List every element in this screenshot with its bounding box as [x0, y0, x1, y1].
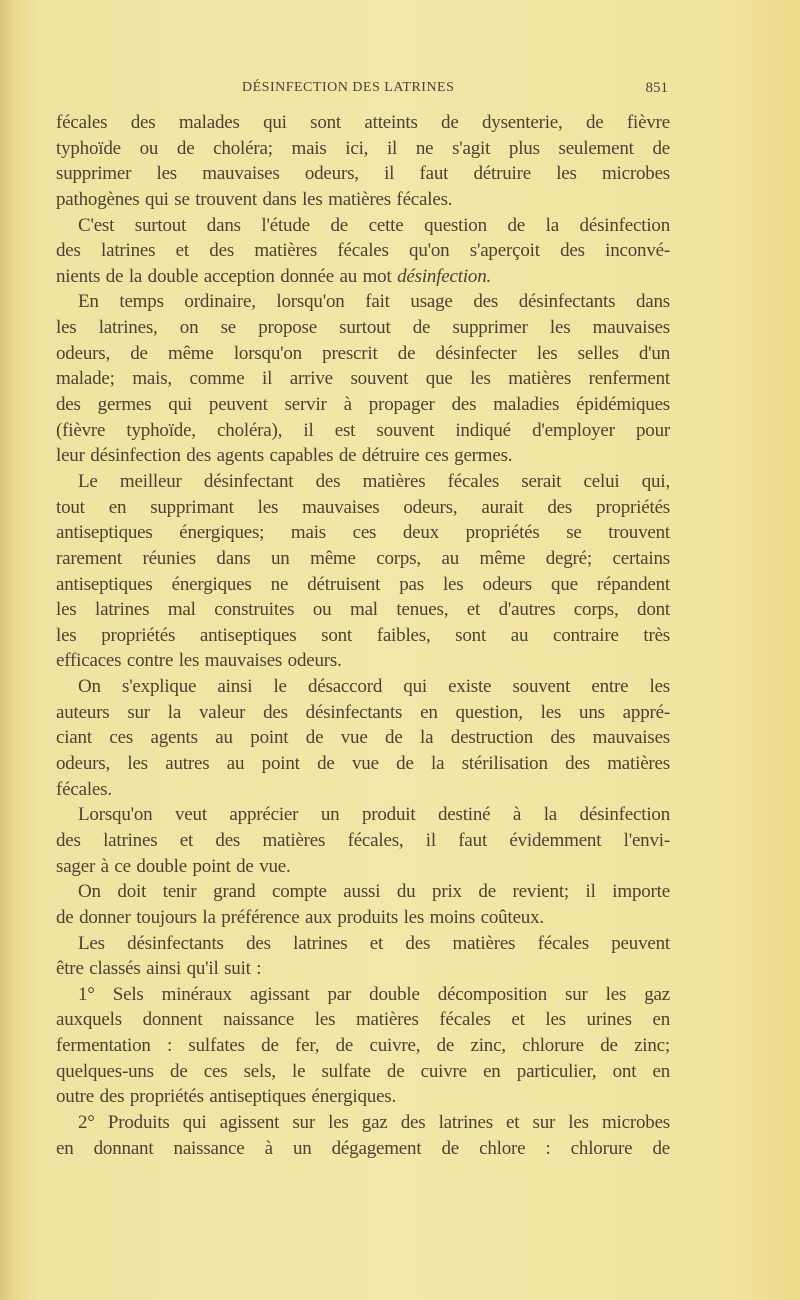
text-line	[56, 572, 670, 598]
line-text: typhoïde ou de choléra; mais ici, il ne s'agit plus seulement de	[56, 137, 670, 159]
text-line	[56, 264, 670, 290]
line-text: quelques-uns de ces sels, le sulfate de cuivre en particulier, ont en	[56, 1060, 670, 1082]
italic-term: désinfection.	[397, 265, 492, 287]
text-line	[56, 289, 670, 315]
line-text: les latrines mal construites ou mal tenues, et d'autres corps, dont	[56, 599, 670, 621]
line-text: Lorsqu'on veut apprécier un produit destiné à la désinfection	[78, 804, 670, 826]
running-title: DÉSINFECTION DES LATRINES	[242, 80, 455, 95]
line-text: efficaces contre les mauvaises odeurs.	[56, 650, 342, 672]
text-line	[56, 982, 670, 1008]
line-text: des latrines et des matières fécales, il faut évidemment l'envi-	[56, 829, 670, 851]
line-text: antiseptiques énergiques ne détruisent pas les odeurs que répandent	[56, 573, 670, 595]
line-text: leur désinfection des agents capables de détruire ces germes.	[56, 445, 513, 467]
line-text: sager à ce double point de vue.	[56, 855, 291, 877]
line-text: des latrines et des matières fécales qu'on s'aperçoit des inconvé-	[56, 240, 670, 262]
body-text	[56, 110, 670, 1161]
page-number: 851	[645, 80, 668, 96]
line-text: fermentation : sulfates de fer, de cuivre, de zinc, chlorure de zinc;	[56, 1035, 670, 1057]
line-text: être classés ainsi qu'il suit :	[56, 958, 262, 980]
line-text: pathogènes qui se trouvent dans les matières fécales.	[56, 188, 453, 210]
text-line	[56, 879, 670, 905]
text-line	[56, 674, 670, 700]
text-line	[56, 700, 670, 726]
text-line	[56, 418, 670, 444]
text-line	[56, 1084, 670, 1110]
line-text: auxquels donnent naissance les matières fécales et les urines en	[56, 1009, 670, 1031]
text-line	[56, 110, 670, 136]
line-text: nients de la double acception donnée au mot	[56, 265, 398, 287]
line-text: les propriétés antiseptiques sont faibles, sont au contraire très	[56, 624, 670, 646]
text-line	[56, 931, 670, 957]
page-header	[55, 80, 668, 104]
line-text: malade; mais, comme il arrive souvent que les matières renferment	[56, 368, 670, 390]
text-line	[56, 469, 670, 495]
line-text: en donnant naissance à un dégagement de chlore : chlorure de	[56, 1137, 670, 1159]
text-line	[56, 341, 670, 367]
line-text: fécales.	[56, 778, 112, 800]
text-line	[56, 1059, 670, 1085]
line-text: ciant ces agents au point de vue de la destruction des mauvaises	[56, 727, 670, 749]
line-text: Les désinfectants des latrines et des matières fécales peuvent	[78, 932, 670, 954]
line-text: On s'explique ainsi le désaccord qui existe souvent entre les	[78, 676, 670, 698]
text-line	[56, 648, 670, 674]
text-line	[56, 623, 670, 649]
text-line	[56, 905, 670, 931]
line-text: (fièvre typhoïde, choléra), il est souvent indiqué d'employer pour	[56, 419, 670, 441]
line-text: outre des propriétés antiseptiques énergiques.	[56, 1086, 397, 1108]
text-line	[56, 828, 670, 854]
line-text: C'est surtout dans l'étude de cette question de la désinfection	[78, 214, 670, 236]
line-text: supprimer les mauvaises odeurs, il faut détruire les microbes	[56, 163, 670, 185]
text-line	[56, 495, 670, 521]
text-line	[56, 1033, 670, 1059]
text-line	[56, 315, 670, 341]
line-text: On doit tenir grand compte aussi du prix de revient; il importe	[78, 881, 670, 903]
text-line	[56, 1110, 670, 1136]
line-text: rarement réunies dans un même corps, au même degré; certains	[56, 547, 670, 569]
line-text: les latrines, on se propose surtout de supprimer les mauvaises	[56, 317, 670, 339]
text-line	[56, 213, 670, 239]
line-text: tout en supprimant les mauvaises odeurs, aurait des propriétés	[56, 496, 670, 518]
text-line	[56, 546, 670, 572]
text-line	[56, 443, 670, 469]
line-text: des germes qui peuvent servir à propager des maladies épidémiques	[56, 394, 670, 416]
text-line	[56, 520, 670, 546]
line-text: fécales des malades qui sont atteints de dysenterie, de fièvre	[56, 112, 670, 133]
line-text: antiseptiques énergiques; mais ces deux propriétés se trouvent	[56, 522, 670, 544]
line-text: auteurs sur la valeur des désinfectants en question, les uns appré-	[56, 701, 670, 723]
text-line	[56, 161, 670, 187]
text-line	[56, 187, 670, 213]
text-line	[56, 725, 670, 751]
text-line	[56, 366, 670, 392]
text-line	[56, 1136, 670, 1162]
line-text: de donner toujours la préférence aux produits les moins coûteux.	[56, 906, 544, 928]
text-line	[56, 956, 670, 982]
text-line	[56, 777, 670, 803]
text-line	[56, 751, 670, 777]
text-line	[56, 802, 670, 828]
text-line	[56, 854, 670, 880]
text-line	[56, 136, 670, 162]
line-text: odeurs, de même lorsqu'on prescrit de désinfecter les selles d'un	[56, 342, 670, 364]
line-text: En temps ordinaire, lorsqu'on fait usage des désinfectants dans	[78, 291, 670, 313]
text-line	[56, 238, 670, 264]
text-line	[56, 392, 670, 418]
line-text: 1° Sels minéraux agissant par double décomposition sur les gaz	[78, 983, 670, 1005]
line-text: 2° Produits qui agissent sur les gaz des latrines et sur les microbes	[78, 1111, 670, 1133]
line-text: Le meilleur désinfectant des matières fécales serait celui qui,	[78, 470, 670, 492]
line-text: odeurs, les autres au point de vue de la stérilisation des matières	[56, 753, 670, 775]
text-line	[56, 597, 670, 623]
text-line	[56, 1007, 670, 1033]
